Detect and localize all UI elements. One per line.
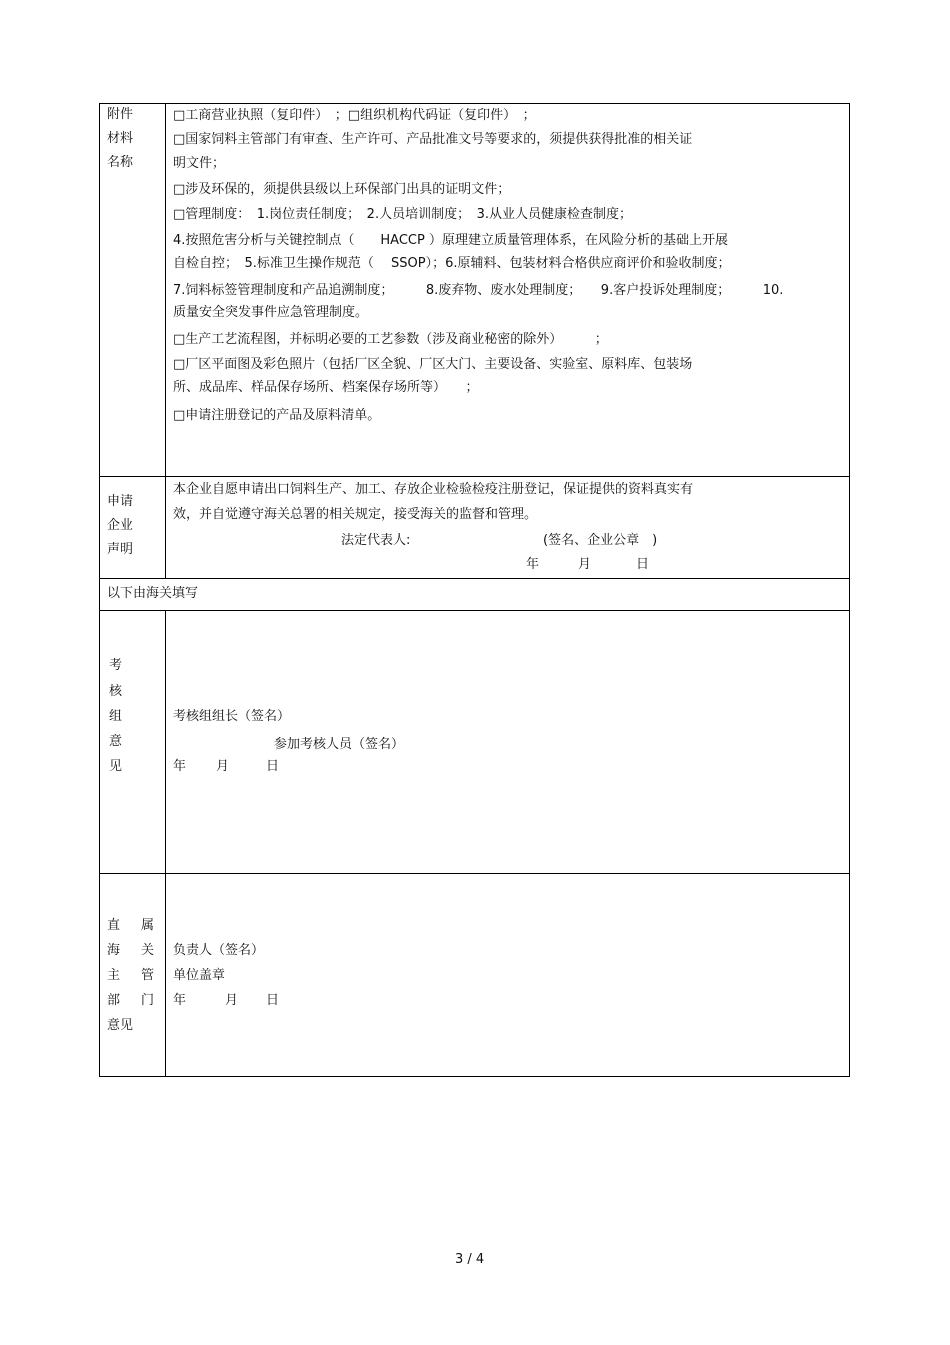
label-line: 附件 <box>107 107 134 122</box>
form-table <box>99 103 850 1077</box>
date-year: 年 <box>526 557 540 572</box>
attachment-item: □国家饲料主管部门有审查、生产许可、产品批准文号等要求的，须提供获得批准的相关证 <box>173 132 693 147</box>
responsible-signature: 负责人（签名） <box>173 943 265 958</box>
label-line: 意 <box>109 734 123 749</box>
label-line: 核 <box>109 684 123 699</box>
date-day: 日 <box>636 557 650 572</box>
attachment-item: 7.饲料标签管理制度和产品追溯制度； 8.废弃物、废水处理制度； 9.客户投诉处理制度； 10. <box>173 283 784 298</box>
row-divider <box>99 610 850 611</box>
label-line: 主 <box>107 968 121 983</box>
label-line: 考 <box>109 658 123 673</box>
date-month: 月 <box>216 759 230 774</box>
customs-section-header: 以下由海关填写 <box>107 586 199 601</box>
attachment-item: □管理制度： 1.岗位责任制度； 2.人员培训制度； 3.从业人员健康检查制度； <box>173 207 632 222</box>
label-line: 意见 <box>107 1018 134 1033</box>
attachment-item: 4.按照危害分析与关键控制点（ HACCP ）原理建立质量管理体系，在风险分析的基础上开展 <box>173 233 728 248</box>
column-divider <box>165 610 166 1077</box>
attachment-item: □生产工艺流程图，并标明必要的工艺参数（涉及商业秘密的除外） ； <box>173 332 608 347</box>
attachment-item: 质量安全突发事件应急管理制度。 <box>173 305 369 320</box>
attachment-item: 自检自控； 5.标准卫生操作规范（ SSOP）；6.原辅料、包装材料合格供应商评价和验收制度； <box>173 256 731 271</box>
unit-seal: 单位盖章 <box>173 968 226 983</box>
page-number: 3 / 4 <box>455 1252 485 1267</box>
label-line: 直 <box>107 918 121 933</box>
label-line: 申请 <box>107 494 134 509</box>
row-divider <box>99 476 850 477</box>
label-line: 部 <box>107 993 121 1008</box>
attachment-item: □涉及环保的，须提供县级以上环保部门出具的证明文件； <box>173 182 511 197</box>
attachment-item: □申请注册登记的产品及原料清单。 <box>173 408 381 423</box>
label-line: 声明 <box>107 542 134 557</box>
label-line: 见 <box>109 759 123 774</box>
row-divider <box>99 578 850 579</box>
attachment-item: 所、成品库、样品保存场所、档案保存场所等） ； <box>173 380 479 395</box>
members-signature: 参加考核人员（签名） <box>274 737 405 752</box>
label-line: 管 <box>141 968 155 983</box>
label-line: 关 <box>141 943 155 958</box>
date-month: 月 <box>578 557 592 572</box>
label-line: 海 <box>107 943 121 958</box>
label-line: 属 <box>141 918 155 933</box>
attachment-item: □工商营业执照（复印件） ；□组织机构代码证（复印件） ； <box>173 108 536 123</box>
label-line: 门 <box>141 993 155 1008</box>
declaration-text: 效，并自觉遵守海关总署的相关规定，接受海关的监督和管理。 <box>173 507 538 522</box>
date-day: 日 <box>266 993 280 1008</box>
date-year: 年 <box>173 759 187 774</box>
group-leader-signature: 考核组组长（签名） <box>173 709 291 724</box>
label-line: 名称 <box>107 155 134 170</box>
date-year: 年 <box>173 993 187 1008</box>
legal-representative-label: 法定代表人: <box>341 533 411 548</box>
date-day: 日 <box>266 759 280 774</box>
attachment-item: 明文件； <box>173 156 226 171</box>
declaration-text: 本企业自愿申请出口饲料生产、加工、存放企业检验检疫注册登记，保证提供的资料真实有 <box>173 482 694 497</box>
row-divider <box>99 873 850 874</box>
attachment-item: □厂区平面图及彩色照片（包括厂区全貌、厂区大门、主要设备、实验室、原料库、包装场 <box>173 357 693 372</box>
label-line: 企业 <box>107 518 134 533</box>
label-line: 组 <box>109 709 123 724</box>
date-month: 月 <box>225 993 239 1008</box>
label-line: 材料 <box>107 131 134 146</box>
column-divider <box>165 103 166 578</box>
signature-note: (签名、企业公章 ) <box>543 533 658 548</box>
